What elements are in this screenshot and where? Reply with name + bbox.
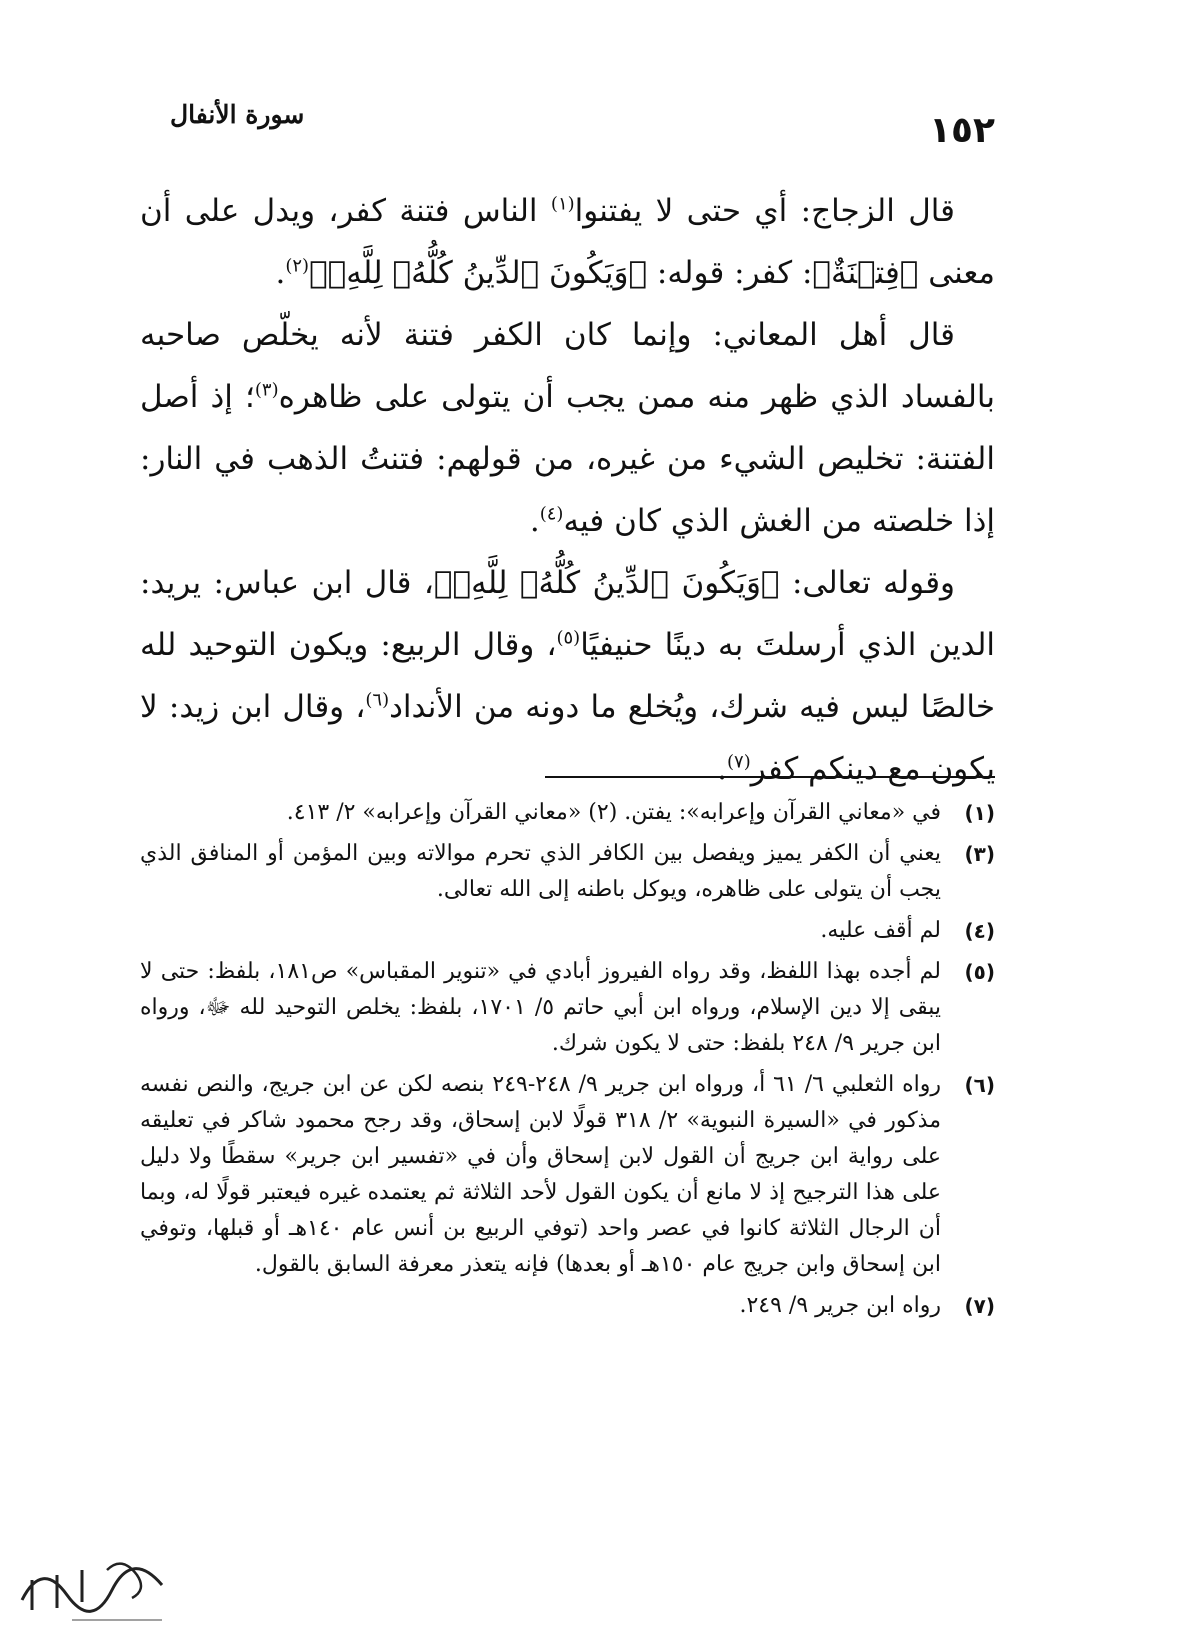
footnote-text: يعني أن الكفر يميز ويفصل بين الكافر الذي تحرم موالاته وبين المؤمن أو المنافق الذي يجب أن يتولى على ظاهره، ويوكل باطنه إلى الله تعالى. bbox=[140, 841, 941, 902]
footnote-ref-2: (٢) bbox=[285, 255, 310, 277]
publisher-logo bbox=[12, 1540, 172, 1630]
footnote-ref-3: (٣) bbox=[254, 379, 279, 401]
footnote-separator bbox=[545, 776, 995, 778]
footnote-ref-4: (٤) bbox=[539, 503, 564, 525]
paragraph-2-text-a: قال أهل المعاني: وإنما كان الكفر فتنة لأنه يخلّص صاحبه بالفساد الذي ظهر منه ممن يجب أن يتولى على ظاهره bbox=[140, 317, 995, 415]
footnotes bbox=[140, 795, 995, 1329]
footnote-text: رواه ابن جرير ٩/ ٢٤٩. bbox=[739, 1293, 941, 1318]
paragraph-2-text-c: . bbox=[529, 503, 540, 539]
paragraph-3-text-b: ، قال ابن عباس: يريد: الدين الذي أرسلتَ به دينًا حنيفيًا bbox=[140, 565, 996, 663]
paragraph-1-text-a: قال الزجاج: أي حتى لا يفتنوا bbox=[574, 193, 955, 229]
footnote-ref-1: (١) bbox=[550, 193, 575, 215]
paragraph-2-text-b: ؛ إذ أصل الفتنة: تخليص الشيء من غيره، من قولهم: فتنتُ الذهب في النار: إذا خلصته من الغش الذي كان فيه bbox=[140, 379, 995, 539]
quran-quote: ﴿فِتۡنَةٌ﴾ bbox=[812, 255, 919, 291]
footnote bbox=[140, 954, 995, 1062]
footnote-ref-6: (٦) bbox=[365, 689, 390, 711]
footnote-number: (٦) bbox=[964, 1073, 995, 1097]
main-text bbox=[140, 180, 995, 800]
footnote-text: لم أقف عليه. bbox=[820, 918, 941, 943]
footnote bbox=[140, 1288, 995, 1324]
footnote bbox=[140, 1067, 995, 1283]
paragraph-1-text-b: الناس فتنة كفر، ويدل على أن معنى bbox=[140, 193, 995, 291]
paragraph-1-text-c: : كفر: قوله: bbox=[647, 255, 813, 291]
footnote-number: (٥) bbox=[964, 960, 995, 984]
quran-quote: ﴿وَيَكُونَ ٱلدِّينُ كُلُّهُۥ لِلَّهِۚ﴾ bbox=[309, 255, 648, 291]
paragraph-3-text-d: ، وقال ابن زيد: لا يكون مع دينكم كفر bbox=[140, 689, 995, 787]
footnote bbox=[140, 795, 995, 831]
paragraph-3-text-c: ، وقال الربيع: ويكون التوحيد لله خالصًا ليس فيه شرك، ويُخلع ما دونه من الأنداد bbox=[140, 627, 995, 725]
paragraph-1-text-d: . bbox=[275, 255, 286, 291]
page-number: ١٥٢ bbox=[929, 110, 995, 151]
footnote-ref-7: (٧) bbox=[726, 751, 751, 773]
footnote bbox=[140, 836, 995, 908]
paragraph-2 bbox=[140, 304, 995, 552]
footnote-number: (٧) bbox=[964, 1294, 995, 1318]
footnote-text: في «معاني القرآن وإعرابه»: يفتن. (٢) «معاني القرآن وإعرابه» ٢/ ٤١٣. bbox=[286, 800, 941, 825]
footnote-number: (٤) bbox=[964, 919, 995, 943]
paragraph-3-text-a: وقوله تعالى: bbox=[779, 565, 955, 601]
surah-title: سورة الأنفال bbox=[170, 100, 305, 129]
footnote bbox=[140, 913, 995, 949]
paragraph-3-text-e: . bbox=[717, 751, 727, 787]
footnote-text: لم أجده بهذا اللفظ، وقد رواه الفيروز أبادي في «تنوير المقباس» ص١٨١، بلفظ: حتى لا يبقى إلا دين الإسلام، ورواه ابن أبي حاتم ٥/ ١٧٠١، بلفظ: يخلص التوحيد لله ﷻ، ورواه ابن جرير ٩/ ٢٤٨ بلفظ: حتى لا يكون شرك. bbox=[140, 959, 942, 1056]
quran-quote: ﴿وَيَكُونَ ٱلدِّينُ كُلُّهُۥ لِلَّهِۚ﴾ bbox=[433, 565, 780, 601]
paragraph-1 bbox=[140, 180, 995, 304]
footnote-number: (١) bbox=[964, 801, 995, 825]
footnote-number: (٣) bbox=[964, 842, 995, 866]
paragraph-3 bbox=[140, 552, 995, 800]
footnote-text: رواه الثعلبي ٦/ ٦١ أ، ورواه ابن جرير ٩/ ٢٤٨-٢٤٩ بنصه لكن عن ابن جريج، والنص نفسه مذكور في «السيرة النبوية» ٢/ ٣١٨ قولًا لابن إسحاق، وقد رجح محمود شاكر في تعليقه على رواية ابن جريج أن القول لابن إسحاق وأن في «تفسير ابن جرير» سقطًا ولا دليل على هذا الترجيح إذ لا مانع أن يكون القول لأحد الثلاثة ثم يعتمده غيره فيعتبر قولًا له، وبما أن الرجال الثلاثة كانوا في عصر واحد (توفي الربيع بن أنس عام ١٤٠هـ أو قبلها، وتوفي ابن إسحاق وابن جريج عام ١٥٠هـ أو بعدها) فإنه يتعذر معرفة السابق بالقول. bbox=[140, 1072, 941, 1277]
footnote-ref-5: (٥) bbox=[556, 627, 581, 649]
page-header bbox=[170, 100, 995, 150]
